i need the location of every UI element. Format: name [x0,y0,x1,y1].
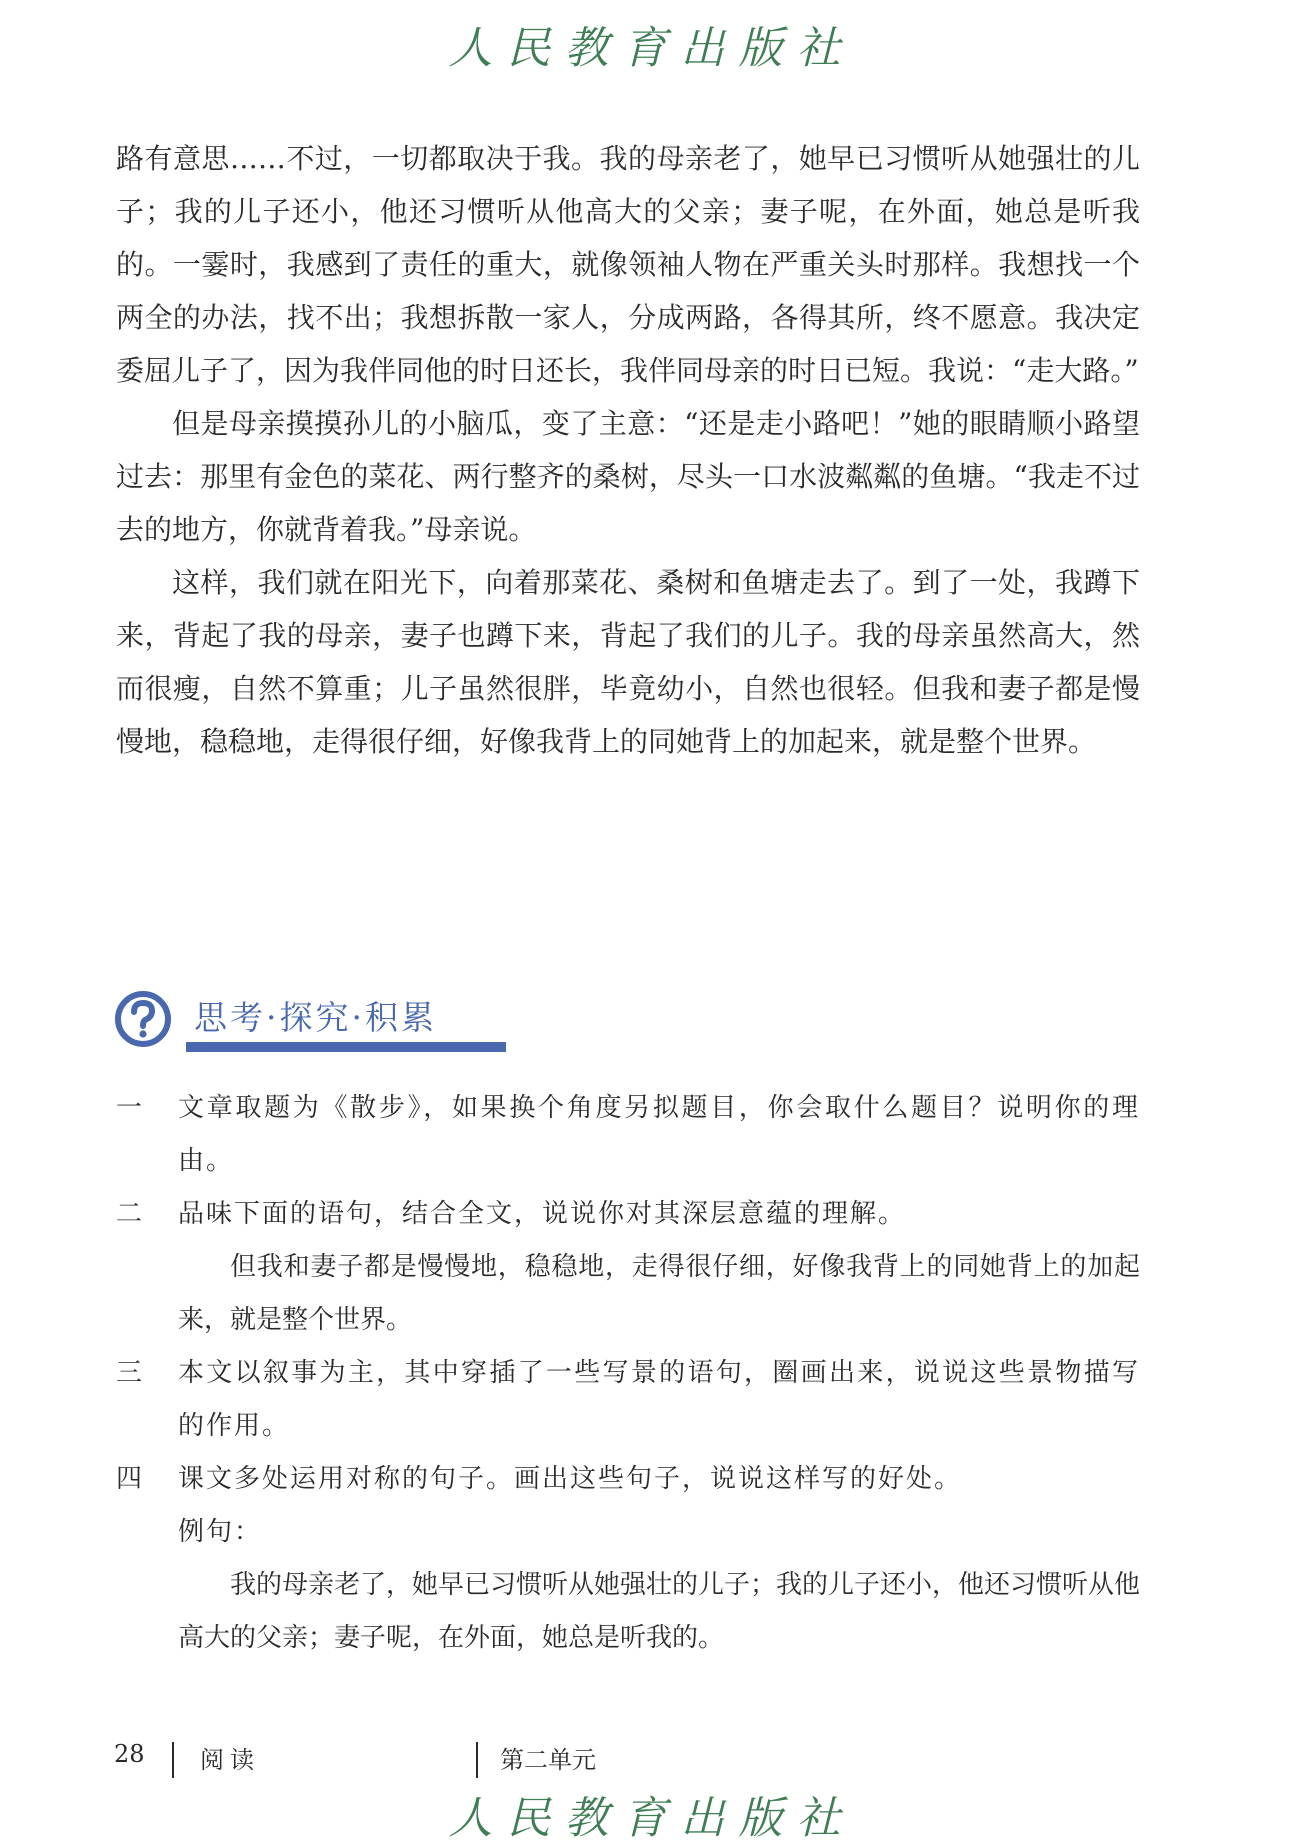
question-number: 四 [116,1464,143,1494]
footer-divider [172,1742,174,1778]
article-body [116,132,1140,768]
question-number: 二 [116,1199,143,1229]
section-header [114,990,514,1060]
question-quote: 我的母亲老了，她早已习惯听从她强壮的儿子；我的儿子还小，他还习惯听从他高大的父亲；妻子呢，在外面，她总是听我的。 [178,1570,1141,1653]
publisher-logo-top: 人民教育出版社 [448,23,855,74]
publisher-logo-bottom: 人民教育出版社 [448,1793,855,1844]
footer-divider [476,1742,478,1778]
paragraph-2: 但是母亲摸摸孙儿的小脑瓜，变了主意：“还是走小路吧！”她的眼睛顺小路望过去：那里有金色的菜花、两行整齐的桑树，尽头一口水波粼粼的鱼塘。“我走不过去的地方，你就背着我。”母亲说。 [116,407,1140,546]
question-item [116,1453,1140,1506]
questions-list [116,1082,1140,1665]
paragraph-1: 路有意思……不过，一切都取决于我。我的母亲老了，她早已习惯听从她强壮的儿子；我的儿子还小，他还习惯听从他高大的父亲；妻子呢，在外面，她总是听我的。一霎时，我感到了责任的重大，就像领袖人物在严重关头时那样。我想找一个两全的办法，找不出；我想拆散一家人，分成两路，各得其所，终不愿意。我决定委屈儿子了，因为我伴同他的时日还长，我伴同母亲的时日已短。我说：“走大路。” [116,142,1140,387]
question-item [116,1347,1140,1453]
question-number: 一 [116,1093,143,1123]
paragraph-3: 这样，我们就在阳光下，向着那菜花、桑树和鱼塘走去了。到了一处，我蹲下来，背起了我的母亲，妻子也蹲下来，背起了我们的儿子。我的母亲虽然高大，然而很瘦，自然不算重；儿子虽然很胖，毕竟幼小，自然也很轻。但我和妻子都是慢慢地，稳稳地，走得很仔细，好像我背上的同她背上的加起来，就是整个世界。 [116,566,1140,758]
page-number: 28 [114,1740,145,1768]
section-underline [186,1042,506,1052]
question-item [116,1188,1140,1241]
page-footer [0,1740,1303,1780]
question-text: 品味下面的语句，结合全文，说说你对其深层意蕴的理解。 [178,1199,907,1229]
question-item [116,1082,1140,1188]
question-mark-icon [114,990,172,1048]
example-label: 例句： [178,1517,263,1547]
question-quote: 但我和妻子都是慢慢地，稳稳地，走得很仔细，好像我背上的同她背上的加起来，就是整个世界。 [178,1252,1140,1335]
footer-section: 阅读 [200,1746,260,1774]
question-text: 课文多处运用对称的句子。画出这些句子，说说这样写的好处。 [178,1464,963,1494]
question-number: 三 [116,1358,143,1388]
question-text: 本文以叙事为主，其中穿插了一些写景的语句，圈画出来，说说这些景物描写的作用。 [178,1358,1140,1441]
question-text: 文章取题为《散步》，如果换个角度另拟题目，你会取什么题目？说明你的理由。 [178,1093,1140,1176]
footer-unit: 第二单元 [500,1746,596,1774]
section-title: 思考·探究·积累 [194,998,437,1037]
